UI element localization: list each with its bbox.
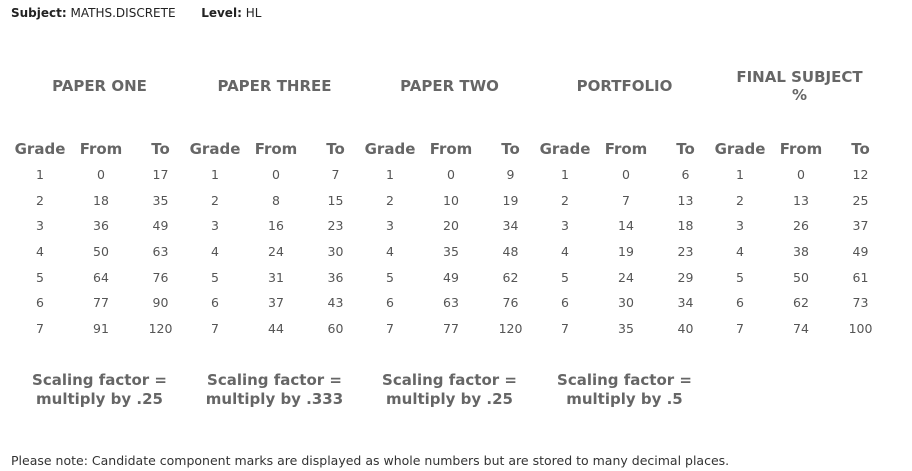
from-cell: 64 xyxy=(93,269,109,285)
section-title-text: PAPER THREE xyxy=(217,77,332,95)
from-cell: 14 xyxy=(618,218,634,234)
to-cell: 23 xyxy=(677,244,694,260)
from-cell: 8 xyxy=(272,192,280,208)
section-title xyxy=(362,66,537,106)
scaling-factor xyxy=(362,371,537,409)
column-header-from: From xyxy=(429,140,473,158)
table-row xyxy=(537,290,712,316)
grade-cell: 4 xyxy=(736,244,744,260)
table-row xyxy=(537,316,712,342)
footnote: Please note: Candidate component marks are displayed as whole numbers but are stored to many decimal places. xyxy=(11,453,730,468)
to-cell: 34 xyxy=(502,218,519,234)
section-title xyxy=(537,66,712,106)
grade-table xyxy=(537,136,712,341)
from-cell: 44 xyxy=(268,320,284,336)
from-cell: 63 xyxy=(443,295,459,311)
table-row xyxy=(362,213,537,239)
from-cell: 50 xyxy=(93,244,109,260)
grade-cell: 6 xyxy=(561,295,569,311)
scaling-factor-label: Scaling factor = xyxy=(557,371,692,389)
grade-cell: 4 xyxy=(36,244,44,260)
grade-cell: 6 xyxy=(386,295,394,311)
to-cell: 25 xyxy=(852,192,869,208)
to-cell: 100 xyxy=(848,320,873,336)
from-cell: 36 xyxy=(93,218,109,234)
from-cell: 18 xyxy=(93,192,109,208)
column-header-to: To xyxy=(151,140,170,158)
grade-cell: 2 xyxy=(211,192,219,208)
grade-cell: 1 xyxy=(561,167,569,183)
scaling-factor-label: Scaling factor = xyxy=(207,371,342,389)
grade-cell: 7 xyxy=(211,320,219,336)
table-row xyxy=(187,188,362,214)
table-row xyxy=(362,239,537,265)
from-cell: 30 xyxy=(618,295,634,311)
from-cell: 16 xyxy=(268,218,284,234)
column-header-grade: Grade xyxy=(14,140,66,158)
column-header-from: From xyxy=(254,140,298,158)
from-cell: 0 xyxy=(97,167,105,183)
grade-cell: 7 xyxy=(36,320,44,336)
from-cell: 19 xyxy=(618,244,634,260)
grade-table xyxy=(187,136,362,341)
table-row xyxy=(362,264,537,290)
section-title xyxy=(712,66,887,106)
to-cell: 17 xyxy=(152,167,169,183)
to-cell: 48 xyxy=(502,244,519,260)
section-title-text: PAPER TWO xyxy=(400,77,499,95)
column-header-from: From xyxy=(604,140,648,158)
to-cell: 30 xyxy=(327,244,344,260)
grade-cell: 5 xyxy=(211,269,219,285)
section-title xyxy=(187,66,362,106)
table-row xyxy=(362,162,537,188)
from-cell: 74 xyxy=(793,320,809,336)
from-cell: 91 xyxy=(93,320,109,336)
from-cell: 31 xyxy=(268,269,284,285)
grade-cell: 7 xyxy=(386,320,394,336)
from-cell: 10 xyxy=(443,192,459,208)
to-cell: 12 xyxy=(852,167,869,183)
from-cell: 35 xyxy=(618,320,634,336)
grade-cell: 2 xyxy=(36,192,44,208)
to-cell: 34 xyxy=(677,295,694,311)
to-cell: 62 xyxy=(502,269,519,285)
scaling-factor-value: multiply by .5 xyxy=(566,390,683,408)
from-cell: 20 xyxy=(443,218,459,234)
scaling-factor xyxy=(187,371,362,409)
to-cell: 60 xyxy=(327,320,344,336)
to-cell: 19 xyxy=(502,192,519,208)
to-cell: 73 xyxy=(852,295,869,311)
to-cell: 18 xyxy=(677,218,694,234)
grade-cell: 3 xyxy=(36,218,44,234)
from-cell: 26 xyxy=(793,218,809,234)
table-row xyxy=(537,264,712,290)
grade-cell: 3 xyxy=(736,218,744,234)
grade-cell: 5 xyxy=(36,269,44,285)
grade-cell: 6 xyxy=(736,295,744,311)
table-row xyxy=(712,188,887,214)
grade-cell: 2 xyxy=(736,192,744,208)
section-title-text: PORTFOLIO xyxy=(576,77,673,95)
to-cell: 37 xyxy=(852,218,869,234)
to-cell: 23 xyxy=(327,218,344,234)
table-row xyxy=(712,290,887,316)
table-row xyxy=(12,316,187,342)
grade-cell: 4 xyxy=(211,244,219,260)
from-cell: 49 xyxy=(443,269,459,285)
column-header-from: From xyxy=(79,140,123,158)
section-title-text: PAPER ONE xyxy=(52,77,147,95)
grade-cell: 2 xyxy=(561,192,569,208)
to-cell: 76 xyxy=(152,269,169,285)
table-row xyxy=(362,290,537,316)
column-header-to: To xyxy=(851,140,870,158)
to-cell: 61 xyxy=(852,269,869,285)
table-row xyxy=(12,239,187,265)
from-cell: 13 xyxy=(793,192,809,208)
from-cell: 77 xyxy=(443,320,459,336)
to-cell: 76 xyxy=(502,295,519,311)
subject-level-line xyxy=(11,6,261,20)
to-cell: 36 xyxy=(327,269,344,285)
from-cell: 62 xyxy=(793,295,809,311)
to-cell: 90 xyxy=(152,295,169,311)
to-cell: 40 xyxy=(677,320,694,336)
table-row xyxy=(712,264,887,290)
grade-cell: 1 xyxy=(736,167,744,183)
to-cell: 49 xyxy=(852,244,869,260)
table-row xyxy=(712,316,887,342)
from-cell: 24 xyxy=(618,269,634,285)
table-row xyxy=(187,264,362,290)
to-cell: 13 xyxy=(677,192,694,208)
to-cell: 29 xyxy=(677,269,694,285)
column-header-grade: Grade xyxy=(714,140,766,158)
from-cell: 7 xyxy=(622,192,630,208)
to-cell: 6 xyxy=(681,167,690,183)
scaling-factor-value: multiply by .25 xyxy=(36,390,163,408)
scaling-factor xyxy=(537,371,712,409)
table-row xyxy=(12,213,187,239)
grade-table xyxy=(362,136,537,341)
table-row xyxy=(712,162,887,188)
table-row xyxy=(187,162,362,188)
table-row xyxy=(12,162,187,188)
table-row xyxy=(12,188,187,214)
grade-cell: 2 xyxy=(386,192,394,208)
table-row xyxy=(187,316,362,342)
from-cell: 50 xyxy=(793,269,809,285)
table-row xyxy=(187,213,362,239)
from-cell: 35 xyxy=(443,244,459,260)
column-header-to: To xyxy=(326,140,345,158)
grade-cell: 4 xyxy=(561,244,569,260)
from-cell: 24 xyxy=(268,244,284,260)
to-cell: 63 xyxy=(152,244,169,260)
scaling-factor xyxy=(12,371,187,409)
from-cell: 77 xyxy=(93,295,109,311)
table-row xyxy=(12,290,187,316)
scaling-factor-value: multiply by .333 xyxy=(205,390,344,408)
column-header-to: To xyxy=(676,140,695,158)
from-cell: 38 xyxy=(793,244,809,260)
table-row xyxy=(12,264,187,290)
grade-cell: 5 xyxy=(386,269,394,285)
section-title-unit: % xyxy=(791,86,807,104)
table-row xyxy=(537,213,712,239)
grade-table xyxy=(712,136,887,341)
to-cell: 7 xyxy=(331,167,340,183)
scaling-factor-label: Scaling factor = xyxy=(382,371,517,389)
grade-cell: 4 xyxy=(386,244,394,260)
from-cell: 0 xyxy=(622,167,630,183)
section-title xyxy=(12,66,187,106)
from-cell: 0 xyxy=(447,167,455,183)
column-header-grade: Grade xyxy=(189,140,241,158)
table-row xyxy=(712,213,887,239)
from-cell: 0 xyxy=(272,167,280,183)
grade-cell: 6 xyxy=(36,295,44,311)
subject-label: Subject: xyxy=(11,6,67,20)
to-cell: 15 xyxy=(327,192,344,208)
column-header-from: From xyxy=(779,140,823,158)
grade-cell: 6 xyxy=(211,295,219,311)
grade-cell: 3 xyxy=(561,218,569,234)
table-row xyxy=(187,290,362,316)
column-header-grade: Grade xyxy=(364,140,416,158)
to-cell: 43 xyxy=(327,295,344,311)
to-cell: 120 xyxy=(498,320,523,336)
grade-cell: 7 xyxy=(561,320,569,336)
grade-cell: 5 xyxy=(736,269,744,285)
level-label: Level: xyxy=(201,6,242,20)
grade-cell: 1 xyxy=(211,167,219,183)
to-cell: 35 xyxy=(152,192,169,208)
to-cell: 9 xyxy=(506,167,515,183)
table-row xyxy=(537,162,712,188)
scaling-factor-value: multiply by .25 xyxy=(386,390,513,408)
grade-cell: 3 xyxy=(386,218,394,234)
table-row xyxy=(537,239,712,265)
grade-cell: 1 xyxy=(36,167,44,183)
level-value: HL xyxy=(245,6,262,20)
from-cell: 0 xyxy=(797,167,805,183)
table-row xyxy=(362,188,537,214)
from-cell: 37 xyxy=(268,295,284,311)
table-row xyxy=(537,188,712,214)
grade-cell: 3 xyxy=(211,218,219,234)
subject-value: MATHS.DISCRETE xyxy=(70,6,176,20)
to-cell: 120 xyxy=(148,320,173,336)
scaling-factor-label: Scaling factor = xyxy=(32,371,167,389)
to-cell: 49 xyxy=(152,218,169,234)
grade-table xyxy=(12,136,187,341)
grade-cell: 5 xyxy=(561,269,569,285)
column-header-grade: Grade xyxy=(539,140,591,158)
column-header-to: To xyxy=(501,140,520,158)
table-row xyxy=(712,239,887,265)
section-title-text: FINAL SUBJECT xyxy=(736,68,863,86)
table-row xyxy=(187,239,362,265)
grade-cell: 7 xyxy=(736,320,744,336)
table-row xyxy=(362,316,537,342)
grade-cell: 1 xyxy=(386,167,394,183)
